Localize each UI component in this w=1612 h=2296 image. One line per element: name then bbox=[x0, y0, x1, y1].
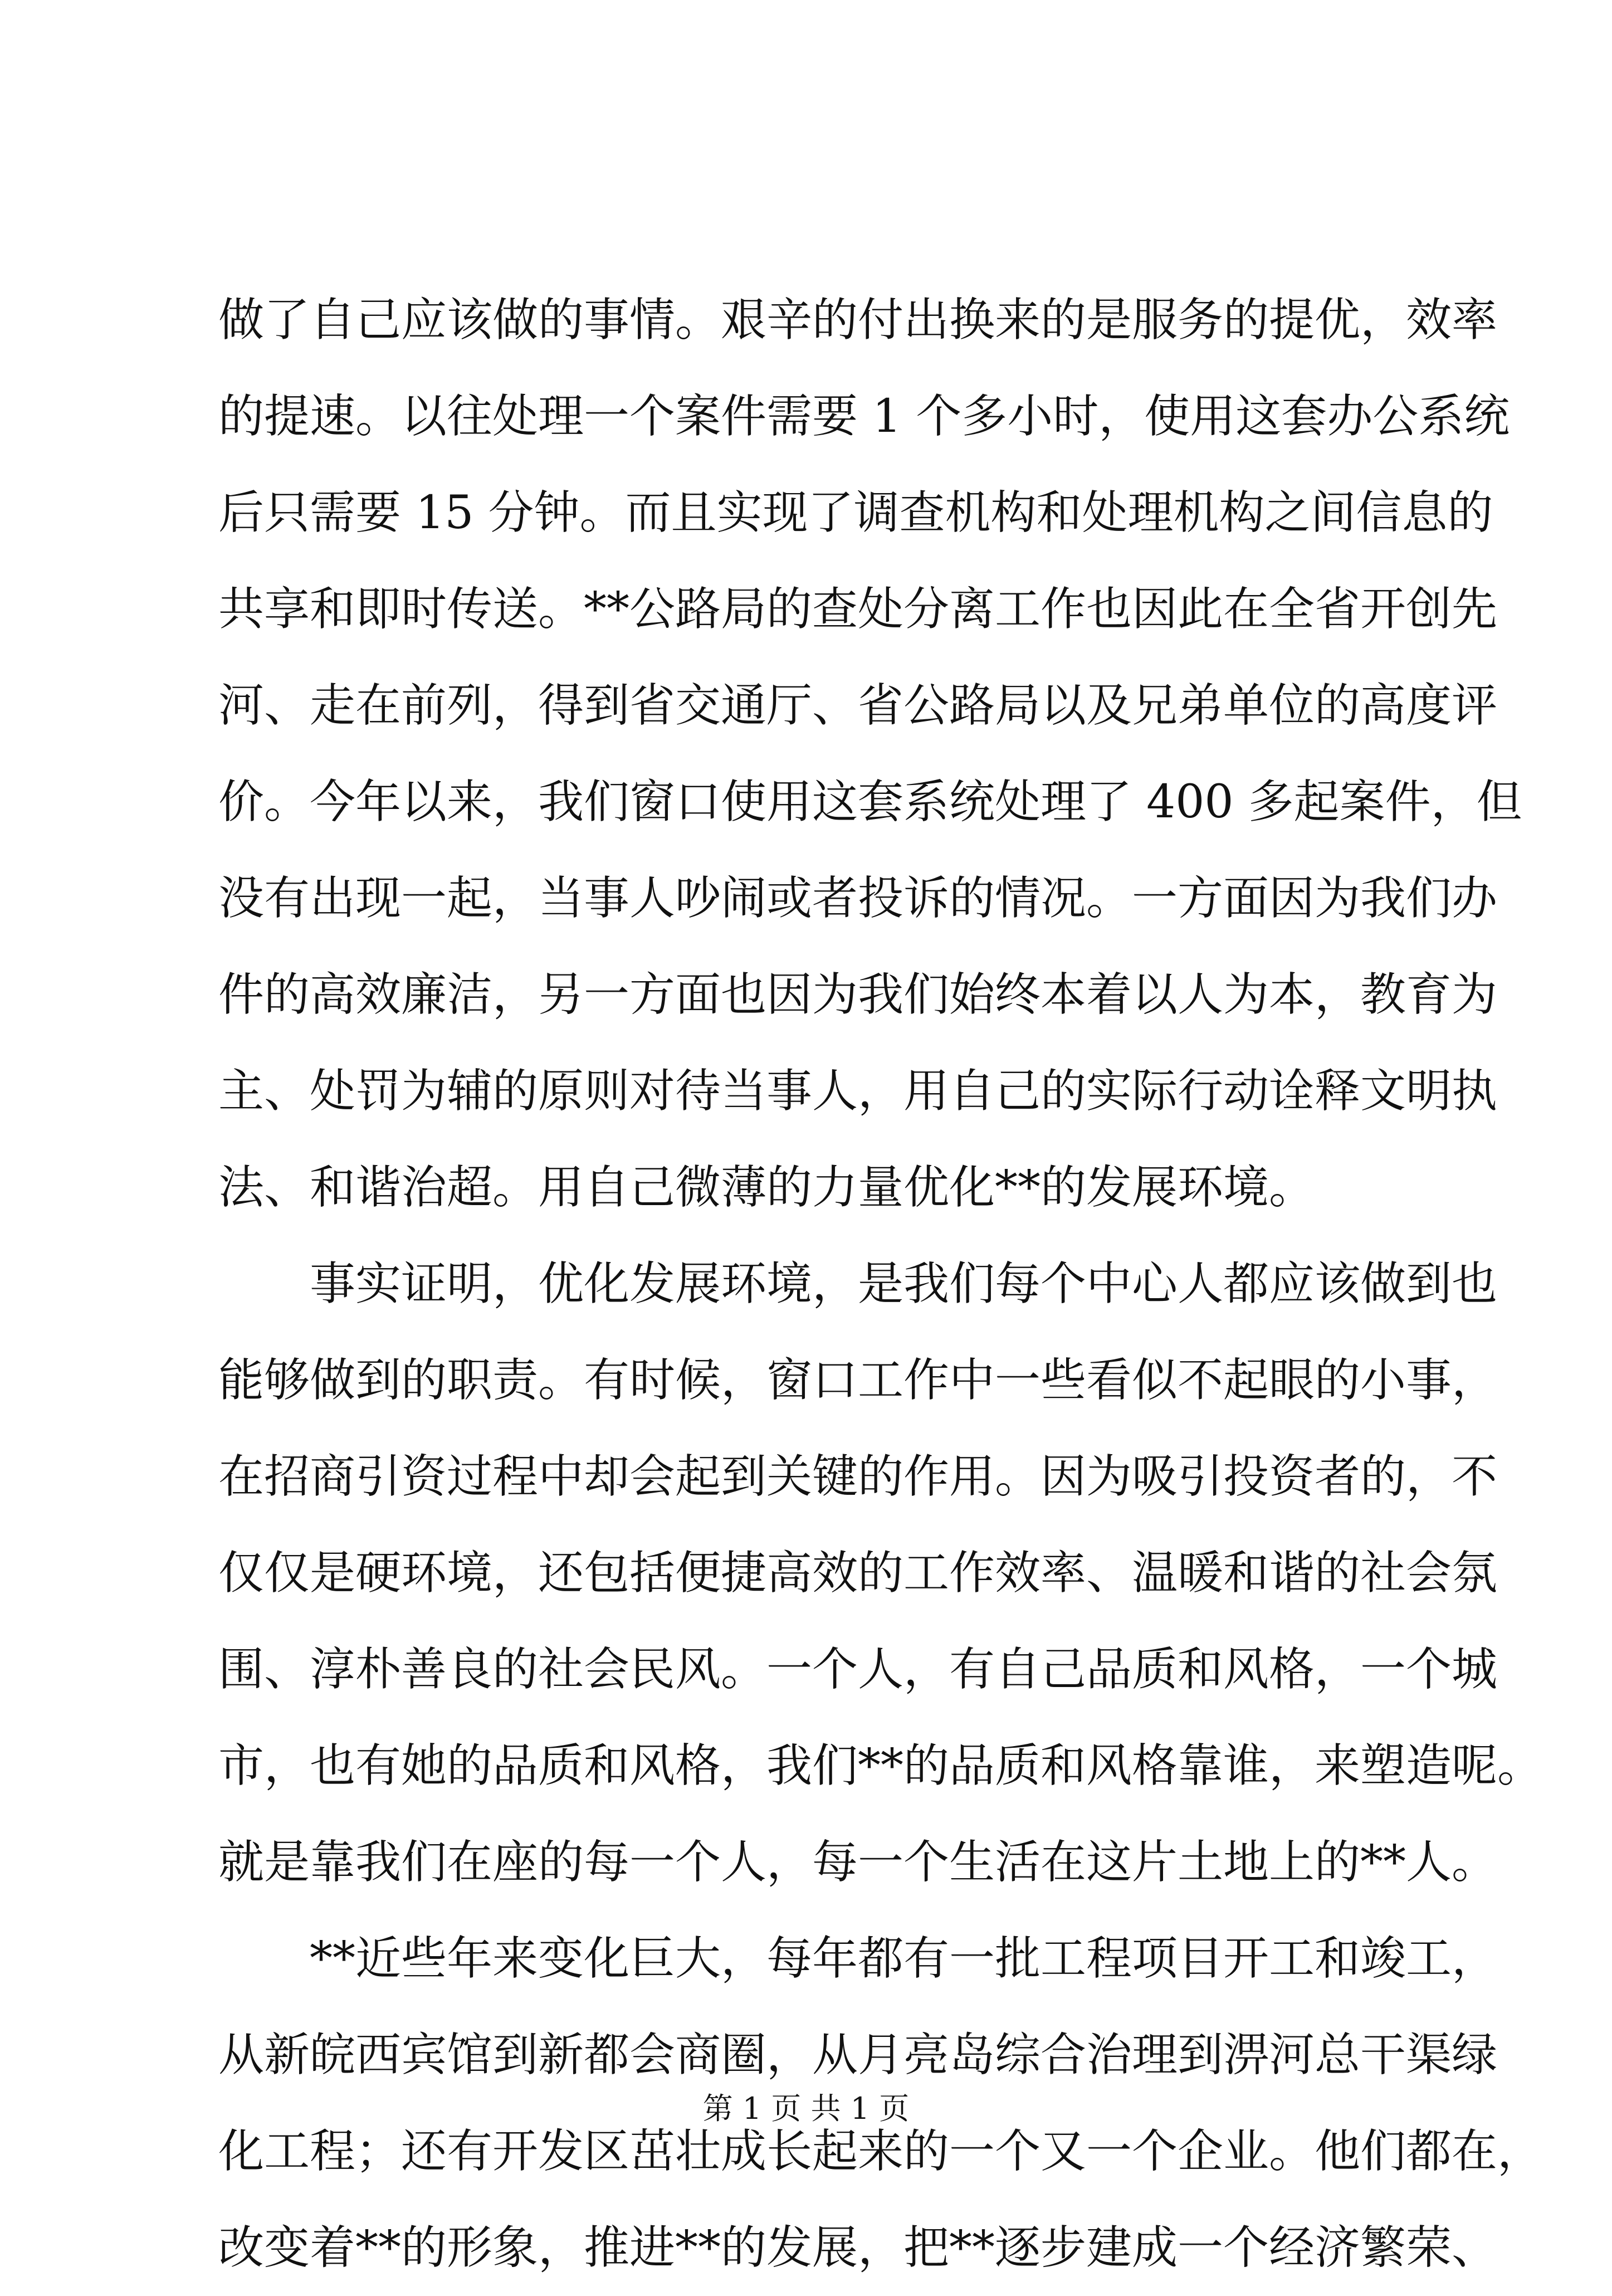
body-text bbox=[218, 272, 1543, 2296]
text-line: 仅仅是硬环境，还包括便捷高效的工作效率、温暖和谐的社会氛 bbox=[218, 1547, 1498, 1600]
text-line-indent: 事实证明，优化发展环境，是我们每个中心人都应该做到也 bbox=[310, 1257, 1498, 1310]
text-line: 从新皖西宾馆到新都会商圈，从月亮岛综合治理到淠河总干渠绿 bbox=[218, 2029, 1498, 2081]
text-line: 河、走在前列，得到省交通厅、省公路局以及兄弟单位的高度评 bbox=[218, 679, 1498, 732]
text-line: 围、淳朴善良的社会民风。一个人，有自己品质和风格，一个城 bbox=[218, 1643, 1498, 1696]
text-line: 共享和即时传送。**公路局的查处分离工作也因此在全省开创先 bbox=[218, 583, 1498, 636]
text-line: 件的高效廉洁，另一方面也因为我们始终本着以人为本，教育为 bbox=[218, 968, 1498, 1021]
text-line: 价。今年以来，我们窗口使用这套系统处理了 400 多起案件，但 bbox=[218, 776, 1522, 828]
text-line: 市，也有她的品质和风格，我们**的品质和风格靠谁，来塑造呢。 bbox=[218, 1739, 1543, 1792]
text-line: 的提速。以往处理一个案件需要 1 个多小时，使用这套办公系统 bbox=[218, 390, 1510, 443]
text-line: 主、处罚为辅的原则对待当事人，用自己的实际行动诠释文明执 bbox=[218, 1065, 1498, 1118]
text-line-indent: **近些年来变化巨大，每年都有一批工程项目开工和竣工， bbox=[310, 1932, 1498, 1985]
text-line: 做了自己应该做的事情。艰辛的付出换来的是服务的提优，效率 bbox=[218, 294, 1498, 347]
text-line: 法、和谐治超。用自己微薄的力量优化**的发展环境。 bbox=[218, 1161, 1315, 1214]
text-line: 就是靠我们在座的每一个人，每一个生活在这片土地上的**人。 bbox=[218, 1836, 1498, 1889]
page-number-label: 第 1 页 共 1 页 bbox=[702, 2091, 910, 2126]
text-line: 在招商引资过程中却会起到关键的作用。因为吸引投资者的，不 bbox=[218, 1450, 1498, 1503]
page-footer bbox=[0, 2089, 1612, 2128]
text-line: 改变着**的形象，推进**的发展，把**逐步建成一个经济繁荣、 bbox=[218, 2221, 1498, 2274]
text-line: 没有出现一起，当事人吵闹或者投诉的情况。一方面因为我们办 bbox=[218, 872, 1498, 925]
text-line: 能够做到的职责。有时候，窗口工作中一些看似不起眼的小事， bbox=[218, 1354, 1498, 1407]
text-line: 化工程；还有开发区茁壮成长起来的一个又一个企业。他们都在， bbox=[218, 2125, 1543, 2178]
text-line: 后只需要 15 分钟。而且实现了调查机构和处理机构之间信息的 bbox=[218, 486, 1493, 539]
